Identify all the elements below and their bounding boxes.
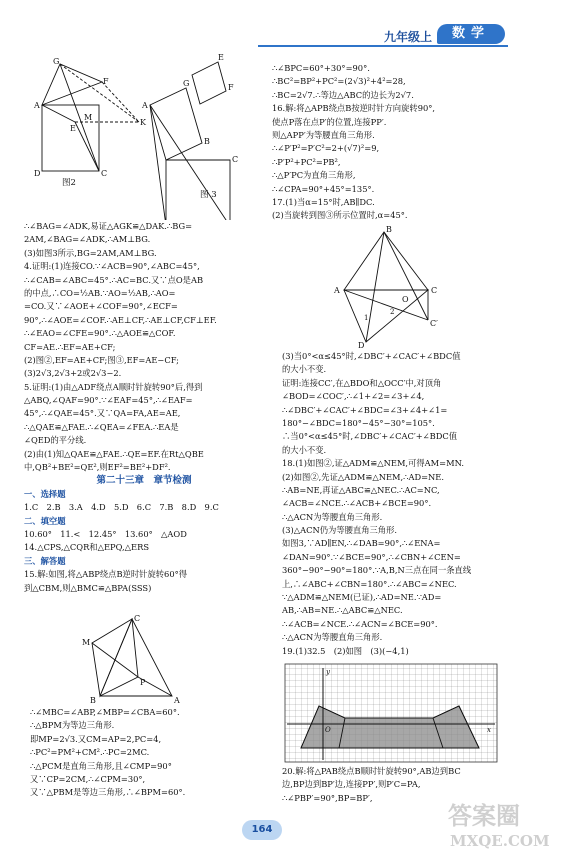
right-line: 的大小不变. — [282, 444, 327, 455]
figure-17 — [330, 224, 450, 349]
fig17-label-b: B — [386, 225, 392, 234]
fig17-label-1: 1 — [364, 314, 369, 322]
right-line: (2)如图②,先证△ADM≌△NEM,∴AD=NE. — [282, 471, 445, 482]
section-fill-heading: 二、填空题 — [24, 515, 66, 526]
answers-fill-2: 14.△CPS,△CQR和△EPQ,△ERS — [24, 542, 150, 553]
header-rule — [258, 45, 508, 47]
left-line: 45°,∴∠QAE=45°.又∵QA=FA,AE=AE, — [24, 408, 181, 419]
answers-fill-1: 10.60° 11.< 12.45° 13.60° △AOD — [24, 528, 187, 539]
fig15-label-c: C — [134, 614, 141, 623]
right-line: ∴∠DBC′+∠CAC′+∠BDC=∠3+∠4+∠1= — [282, 404, 448, 415]
right-line: ∴P′P²+PC²=PB², — [272, 156, 341, 167]
right-line: 证明:连接CC′,在△BDO和△OCC′中,对顶角 — [282, 377, 442, 388]
fig17-label-a: A — [334, 286, 340, 295]
fig17-label-o: O — [402, 295, 409, 304]
right-line: ∴BC²=BP²+PC²=(2√3)²+4²=28, — [272, 76, 406, 87]
right-line: 边,BP边到BP′边,连接PP′,则P′C=PA, — [282, 779, 421, 790]
left-line: △ABQ,∠QAF=90°.∵∠EAF=45°,∴∠EAF= — [24, 395, 193, 406]
right-line: ∵△ADM≌△NEM(已证),∴AD=NE.∵AD= — [282, 592, 442, 603]
fig17-label-c-prime: C′ — [430, 319, 438, 328]
figure-19-grid — [283, 662, 499, 764]
grade-label: 九年级上 — [384, 30, 433, 44]
figures-2-3 — [22, 52, 262, 220]
left-line: ∠QED的平分线. — [24, 435, 87, 446]
right-column-top — [272, 62, 435, 223]
fig3-label-a: A — [142, 101, 148, 110]
right-line: ∴AB=NE,再证△ABC≌△NEC.∴AC=NC, — [282, 484, 440, 495]
left-line: (2)由(1)知△QAE≌△FAE.∴QE=EF.在Rt△QBE — [24, 448, 204, 459]
left-line: ∴∠CAB=∠ABC=45°.∴AC=BC.又∵点O是AB — [24, 274, 204, 285]
right-line: ∴当0°<α≤45°时,∠DBC′+∠CAC′+∠BDC值 — [282, 431, 458, 442]
left-line: 4.证明:(1)连接CO.∵∠ACB=90°,∠ABC=45°, — [24, 261, 200, 272]
left-line: 中,QB²+BE²=QE²,则EF²=BE²+DF². — [24, 462, 171, 473]
fig2-caption: 图2 — [62, 178, 76, 188]
fig3-label-c: C — [232, 155, 239, 164]
fig2-label-a: A — [34, 101, 40, 110]
fig15-label-b: B — [90, 696, 96, 705]
fig17-label-2: 2 — [390, 308, 395, 316]
fig3-label-f: F — [228, 83, 234, 92]
left-line: 2AM,∠BAG=∠ADK,∴AM⊥BG. — [24, 234, 151, 245]
fig3-label-g: G — [183, 79, 190, 88]
right-line: 20.解:将△PAB绕点B顺时针旋转90°,AB边到BC — [282, 766, 461, 776]
left-line: (3)2√3,2√3+2或2√3−2. — [24, 368, 122, 379]
page-number: 164 — [242, 820, 282, 840]
right-line: (3)当0°<α≤45°时,∠DBC′+∠CAC′+∠BDC值 — [282, 351, 461, 361]
fig3-caption: 图 3 — [200, 190, 217, 200]
right-line: 19.(1)32.5 (2)如图 (3)(−4,1) — [282, 645, 409, 656]
q15-line: 到△CBM,则△BMC≌△BPA(SSS) — [24, 582, 152, 593]
right-line: 的大小不变. — [282, 364, 327, 375]
left-line: 5.证明:(1)由△ADF绕点A顺时针旋转90°后,得到 — [24, 381, 203, 392]
watermark-text-url: MXQE.COM — [450, 832, 550, 850]
fig17-label-d: D — [358, 341, 365, 349]
left-line: ∴∠BAG=∠ADK,易证△AGK≌△DAK.∴BG= — [24, 221, 193, 231]
q15-line: ∴△PCM是直角三角形,且∠CMP=90° — [30, 760, 172, 771]
fig15-label-p: P — [140, 678, 146, 687]
left-line: (3)如图3所示,BG=2AM,AM⊥BG. — [24, 247, 157, 258]
right-line: ∴∠PBP′=90°,BP=BP′, — [282, 792, 373, 803]
q15-line: 15.解:如图,将△ABP绕点B逆时针旋转60°得 — [24, 569, 188, 580]
fig17-label-c: C — [431, 286, 438, 295]
right-line: 上,∴∠ABC+∠CBN=180°.∴∠ABC=∠NEC. — [282, 578, 457, 589]
watermark-text-main: 答案圈 — [448, 801, 520, 830]
subject-tab: 数学 — [437, 24, 505, 44]
q15-line: 又∵△PBM是等边三角形,∴∠BPM=60°. — [30, 787, 186, 798]
left-line: =CO.又∵∠AOE+∠COF=90°,∠ECF= — [24, 301, 178, 312]
right-line: ∴∠P′P²=P′C²=2+(√7)²=9, — [272, 143, 380, 154]
right-column-middle — [282, 350, 471, 658]
right-line: (2)当旋转到图③所示位置时,α=45°. — [272, 210, 408, 221]
q15-line: 即MP=2√3.又CM=AP=2,PC=4, — [30, 733, 162, 744]
watermark-logo — [440, 790, 560, 852]
left-line: CF=AE.∴EF=AE+CF; — [24, 341, 116, 352]
fig2-label-e: E — [70, 124, 76, 133]
right-line: ∴BC=2√7.∴等边△ABC的边长为2√7. — [272, 89, 414, 100]
right-line: ∴△ACN为等腰直角三角形. — [282, 632, 383, 643]
left-column-q15 — [30, 706, 185, 800]
left-column-solutions — [24, 220, 264, 595]
answers-choice: 1.C 2.B 3.A 4.D 5.D 6.C 7.B 8.D 9.C — [24, 502, 219, 513]
left-line: ∴∠EAO=∠CFE=90°.∴△AOE≌△COF. — [24, 328, 176, 339]
section-solve-heading: 三、解答题 — [24, 555, 66, 566]
fig3-label-e: E — [218, 53, 224, 62]
section-choice-heading: 一、选择题 — [24, 488, 66, 499]
right-line: AB,∴AB=NE.∴△ABC≌△NEC. — [282, 605, 403, 616]
right-line: ∠BOD=∠COC′,∴∠1+∠2=∠3+∠4, — [282, 391, 425, 402]
fig2-label-k: K — [140, 118, 146, 127]
right-line: 16.解:将△APB绕点B按逆时针方向旋转90°, — [272, 103, 436, 114]
right-line: 360°−90°−90°=180°.∵A,B,N三点在同一条直线 — [282, 565, 472, 576]
q15-line: ∴PC²=PM²+CM².∴PC=2MC. — [30, 747, 150, 758]
right-line: 17.(1)当α=15°时,AB∥DC. — [272, 196, 375, 207]
right-line: 则△APP′为等腰直角三角形. — [272, 129, 375, 140]
page-header — [0, 0, 563, 48]
right-line: ∴△ACN为等腰直角三角形. — [282, 511, 383, 522]
fig19-axis-x: x — [487, 726, 491, 734]
right-line: ∴∠CPA=90°+45°=135°. — [272, 183, 375, 194]
right-line: 18.(1)如图②,证△ADM≌△NEM,可得AM=MN. — [282, 458, 464, 469]
right-line: 使点P落在点P′的位置,连接PP′. — [272, 116, 387, 127]
q15-line: ∴△BPM为等边三角形. — [30, 720, 115, 731]
fig2-label-m: M — [84, 113, 93, 122]
chapter-title: 第二十三章 章节检测 — [96, 475, 192, 487]
left-line: 的中点,∴CO=½AB.∵AO=½AB,∴AO= — [24, 287, 176, 298]
right-line: 如图3,∵AD∥EN,∴∠DAB=90°,∴∠ENA= — [282, 538, 441, 549]
left-line: 90°,∴∠AOE=∠COF.∴AE⊥CF,∴AE⊥CF,CF⊥EF. — [24, 314, 217, 325]
fig2-label-c: C — [101, 169, 108, 178]
q15-line: ∴∠MBC=∠ABP,∠MBP=∠CBA=60°. — [30, 707, 180, 717]
right-line: ∴∠BPC=60°+30°=90°. — [272, 63, 370, 73]
right-line: ∠DAN=90°.∵∠BCE=90°,∴∠CBN+∠CEN= — [282, 551, 461, 562]
right-line: ∠ACB=∠NCE.∴∠ACB+∠BCE=90°. — [282, 498, 432, 509]
fig2-label-d: D — [34, 169, 41, 178]
right-column-bottom — [282, 765, 461, 805]
fig3-label-b: B — [204, 137, 210, 146]
fig19-axis-y: y — [326, 668, 330, 676]
right-line: (3)△ACN仍为等腰直角三角形. — [282, 525, 398, 536]
fig2-label-f: F — [103, 77, 109, 86]
right-line: ∴∠ACB=∠NCE.∴∠ACN=∠BCE=90°. — [282, 618, 438, 629]
fig15-label-a: A — [174, 696, 180, 705]
fig2-label-g: G — [53, 57, 60, 66]
right-line: ∴△P′PC为直角三角形, — [272, 170, 356, 181]
figure-15 — [80, 613, 190, 705]
q15-line: 又∵CP=2CM,∴∠CPM=30°, — [30, 773, 146, 784]
left-line: (2)图②,EF=AE+CF;图③,EF=AE−CF; — [24, 354, 179, 365]
fig15-label-m: M — [82, 638, 91, 647]
right-line: 180°−∠BDC=180°−45°−30°=105°. — [282, 417, 435, 428]
fig19-origin: O — [325, 726, 331, 734]
left-line: ∴△QAE≌△FAE.∴∠QEA=∠FEA.∴EA是 — [24, 421, 179, 432]
